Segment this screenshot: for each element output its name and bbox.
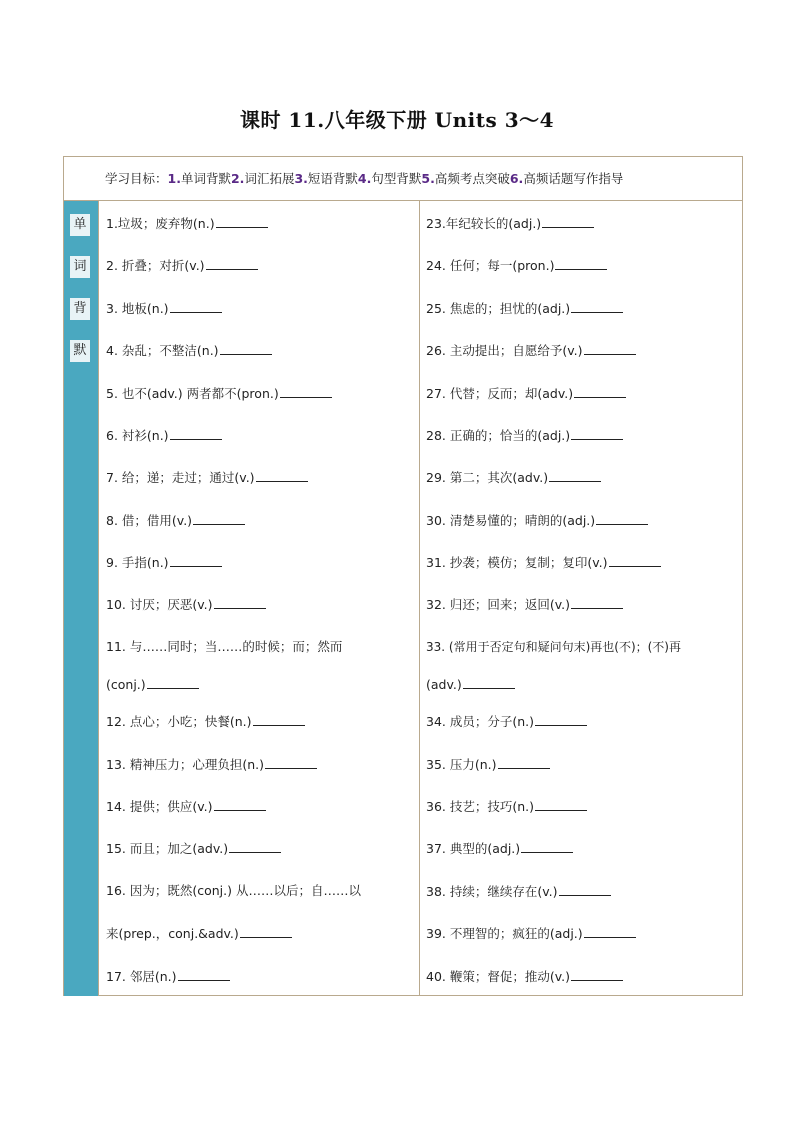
- vocab-item: 13. 精神压力；心理负担(n.): [106, 754, 317, 775]
- answer-blank[interactable]: [193, 510, 245, 525]
- vocab-item: 2. 折叠；对折(v.): [106, 255, 258, 276]
- vocab-item: 33. (常用于否定句和疑问句末)再也(不)；(不)再: [426, 640, 681, 654]
- answer-blank[interactable]: [240, 923, 292, 938]
- page-title: 课时 11.八年级下册 Units 3～4: [239, 108, 555, 132]
- answer-blank[interactable]: [229, 838, 281, 853]
- vocab-item: 17. 邻居(n.): [106, 966, 230, 987]
- answer-blank[interactable]: [535, 711, 587, 726]
- answer-blank[interactable]: [170, 425, 222, 440]
- vocab-item: 10. 讨厌；厌恶(v.): [106, 594, 266, 615]
- vocab-item: 12. 点心；小吃；快餐(n.): [106, 711, 305, 732]
- goal-num: 1.: [167, 171, 181, 186]
- answer-blank[interactable]: [535, 796, 587, 811]
- learning-goals-row: [64, 157, 742, 201]
- answer-blank[interactable]: [147, 674, 199, 689]
- vocab-item: 4. 杂乱；不整洁(n.): [106, 340, 272, 361]
- section-side-bar: [64, 201, 99, 996]
- vocab-item: 3. 地板(n.): [106, 298, 222, 319]
- vocab-item-cont: (adv.): [426, 674, 515, 695]
- answer-blank[interactable]: [571, 425, 623, 440]
- vocab-item: 14. 提供；供应(v.): [106, 796, 266, 817]
- vocab-item: 1.垃圾；废弃物(n.): [106, 213, 268, 234]
- answer-blank[interactable]: [216, 213, 268, 228]
- answer-blank[interactable]: [596, 510, 648, 525]
- vocab-item: 28. 正确的；恰当的(adj.): [426, 425, 623, 446]
- goal-num: 5.: [421, 171, 435, 186]
- answer-blank[interactable]: [170, 298, 222, 313]
- goal-num: 3.: [294, 171, 308, 186]
- vocab-item: 30. 清楚易懂的；晴朗的(adj.): [426, 510, 648, 531]
- goals-prefix: 学习目标：: [105, 171, 168, 186]
- answer-blank[interactable]: [280, 383, 332, 398]
- answer-blank[interactable]: [463, 674, 515, 689]
- answer-blank[interactable]: [253, 711, 305, 726]
- vocab-item: 16. 因为；既然(conj.) 从……以后；自……以: [106, 883, 361, 898]
- vocab-item: 7. 给；递；走过；通过(v.): [106, 467, 308, 488]
- side-label-char: 词: [70, 256, 90, 278]
- vocab-item: 25. 焦虑的；担忧的(adj.): [426, 298, 623, 319]
- answer-blank[interactable]: [265, 754, 317, 769]
- answer-blank[interactable]: [555, 255, 607, 270]
- vocab-item: 26. 主动提出；自愿给予(v.): [426, 340, 636, 361]
- answer-blank[interactable]: [571, 298, 623, 313]
- answer-blank[interactable]: [609, 552, 661, 567]
- vocab-item: 8. 借；借用(v.): [106, 510, 245, 531]
- vocab-item: 5. 也不(adv.) 两者都不(pron.): [106, 383, 332, 404]
- vocab-item-cont: (conj.): [106, 674, 199, 695]
- answer-blank[interactable]: [571, 966, 623, 981]
- vocab-item: 37. 典型的(adj.): [426, 838, 573, 859]
- answer-blank[interactable]: [559, 881, 611, 896]
- vocab-item: 32. 归还；回来；返回(v.): [426, 594, 623, 615]
- answer-blank[interactable]: [542, 213, 594, 228]
- side-label-char: 单: [70, 214, 90, 236]
- answer-blank[interactable]: [498, 754, 550, 769]
- answer-blank[interactable]: [584, 923, 636, 938]
- vocab-item: 11. 与……同时；当……的时候；而；然而: [106, 639, 343, 654]
- goal-text: 单词背默: [180, 171, 231, 186]
- vocab-item: 23.年纪较长的(adj.): [426, 213, 594, 234]
- column-divider: [419, 201, 420, 996]
- vocab-item: 39. 不理智的；疯狂的(adj.): [426, 923, 636, 944]
- vocab-item: 27. 代替；反而；却(adv.): [426, 383, 626, 404]
- vocab-item: 31. 抄袭；模仿；复制；复印(v.): [426, 552, 661, 573]
- answer-blank[interactable]: [584, 340, 636, 355]
- goal-text: 高频考点突破: [434, 171, 510, 186]
- answer-blank[interactable]: [170, 552, 222, 567]
- answer-blank[interactable]: [574, 383, 626, 398]
- answer-blank[interactable]: [220, 340, 272, 355]
- answer-blank[interactable]: [521, 838, 573, 853]
- worksheet-table: [63, 156, 743, 996]
- answer-blank[interactable]: [178, 966, 230, 981]
- goal-text: 词汇拓展: [244, 171, 295, 186]
- vocab-item: 34. 成员；分子(n.): [426, 711, 587, 732]
- answer-blank[interactable]: [256, 467, 308, 482]
- vocab-item: 36. 技艺；技巧(n.): [426, 796, 587, 817]
- vocab-item-cont: 来(prep.，conj.&adv.): [106, 923, 292, 944]
- goal-num: 2.: [230, 171, 245, 186]
- side-label-char: 背: [70, 298, 90, 320]
- side-label-char: 默: [70, 340, 90, 362]
- vocab-item: 35. 压力(n.): [426, 754, 550, 775]
- vocab-item: 6. 衬衫(n.): [106, 425, 222, 446]
- answer-blank[interactable]: [549, 467, 601, 482]
- goal-text: 高频话题写作指导: [523, 171, 624, 186]
- goal-text: 句型背默: [371, 171, 422, 186]
- answer-blank[interactable]: [206, 255, 258, 270]
- goal-text: 短语背默: [307, 171, 358, 186]
- answer-blank[interactable]: [214, 594, 266, 609]
- vocab-item: 9. 手指(n.): [106, 552, 222, 573]
- vocab-item: 24. 任何；每一(pron.): [426, 255, 607, 276]
- goal-num: 4.: [357, 171, 372, 186]
- goal-num: 6.: [509, 171, 524, 186]
- answer-blank[interactable]: [214, 796, 266, 811]
- vocab-item: 38. 持续；继续存在(v.): [426, 881, 611, 902]
- vocab-item: 29. 第二；其次(adv.): [426, 467, 601, 488]
- vocab-item: 40. 鞭策；督促；推动(v.): [426, 966, 623, 987]
- vocab-item: 15. 而且；加之(adv.): [106, 838, 281, 859]
- answer-blank[interactable]: [571, 594, 623, 609]
